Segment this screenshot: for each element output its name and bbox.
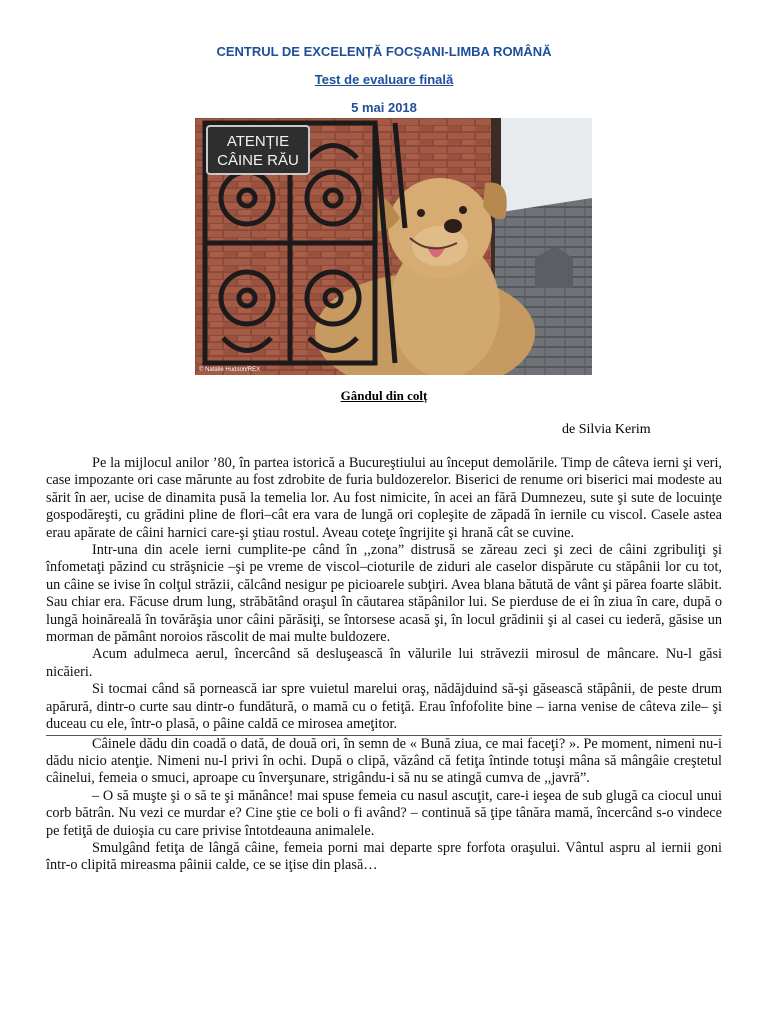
story-title: Gândul din colț: [340, 388, 428, 403]
photo-credit: © Natalie Hudson/REX: [199, 367, 261, 373]
paragraph: Pe la mijlocul anilor ’80, în partea istorică a Bucureştiului au început demolările. Timp de câteva ierni şi veri, case impozante ori case mărunte au fost zdrobite de furia buldozerelor. Biserici de renume ori biserici mai modeste au sărit în aer, ucise de dinamita pusă la temelia lor. Au fost nimicite, în acei an fără Dumnezeu, sute şi sute de locuinţe gospodăreşti, cu grădini pline de flori–cât era vara de lungă ori copleşite de zăpadă în iernile cu viscol. Casele astea erau apărate de câini harnici care-şi ştiau rostul. Aveau coteţe îngrijite şi hrană cât se cuvine.: [46, 455, 722, 541]
document-date: 5 mai 2018: [351, 100, 417, 115]
paragraph: Smulgând fetiţa de lângă câine, femeia porni mai departe spre forfota oraşului. Vântul aspru al iernii goni într-o clipită mireasma pâinii calde, ce se iţise din plasă…: [46, 839, 722, 874]
warning-sign-line1: ATENȚIE: [226, 133, 290, 150]
dog-photo: [195, 118, 592, 375]
story-body: [46, 455, 722, 875]
document-subtitle: [0, 72, 768, 87]
paragraph: Acum adulmeca aerul, încercând să desluşească în vălurile lui străvezii mirosul de mâncare. Nu-l găsi nicăieri.: [46, 646, 722, 680]
paragraph: Intr-una din acele ierni cumplite-pe când în ,,zona” distrusă se zăreau zeci şi zeci de câini zgribuliţi şi înfometaţi păzind cu străşnicie –şi pe vreme de viscol–cioturile de ziduri ale caselor dispărute cu stăpânii lor cu tot, un câine se ivise în colţul străzii, călcând nesigur pe picioarele subţiri. Avea blana bătută de vânt şi părea foarte slăbit. Sau chiar era. Făcuse drum lung, străbătând oraşul în căutarea stăpânilor lui. Se pierduse de ei în ziua în care, după o lungă hoinăreală în tovărăşia unor câini părăsiţi, se întorsese acasă şi, în locul grădinii şi al casei cu iederă, găsise un morman de pământ noroios răscolit de mai multe buldozere.: [46, 542, 722, 646]
document-subtitle-text: Test de evaluare finală: [314, 72, 454, 87]
story-author: de Silvia Kerim: [562, 422, 651, 437]
warning-sign-line2: CÂINE RĂU: [217, 152, 299, 169]
document-header-title: CENTRUL DE EXCELENȚĂ FOCȘANI-LIMBA ROMÂNĂ: [216, 44, 552, 59]
paragraph: – O să muşte şi o să te şi mănânce! mai spuse femeia cu nasul ascuţit, care-i ieşea de sub glugă ca ciocul unui corb bătrân. Nu vezi ce murdar e? Cine ştie ce boli o fi având? – continuă să ţipe tânăra mamă, încercând s-o vindece pe fetiţă de duioşia cu care privise întotdeauna animalele.: [46, 787, 722, 839]
paragraph: Si tocmai când să pornească iar spre vuietul marelui oraş, nădăjduind să-şi găsească stăpânii, de peste drum apărură, dintr-o curte sau dintr-o fundătură, o mamă cu o fetiţă. Erau înfofolite bine – iarna venise de câteva zile– şi duceau cu ele, într-o plasă, o pâine caldă ce mirosea ameţitor.: [46, 681, 722, 733]
paragraph: Câinele dădu din coadă o dată, de două ori, în semn de « Bună ziua, ce mai faceţi? ». Pe moment, nimeni nu-i dădu nicio atenţie. Nimeni nu-l privi în ochi. După o clipă, văzând că fetiţa întinde totuşi mâna să mângâie creştetul câinelui, femeia o smuci, aproape cu înverşunare, strigându-i să nu se atingă cumva de ,,javră”.: [46, 735, 722, 787]
